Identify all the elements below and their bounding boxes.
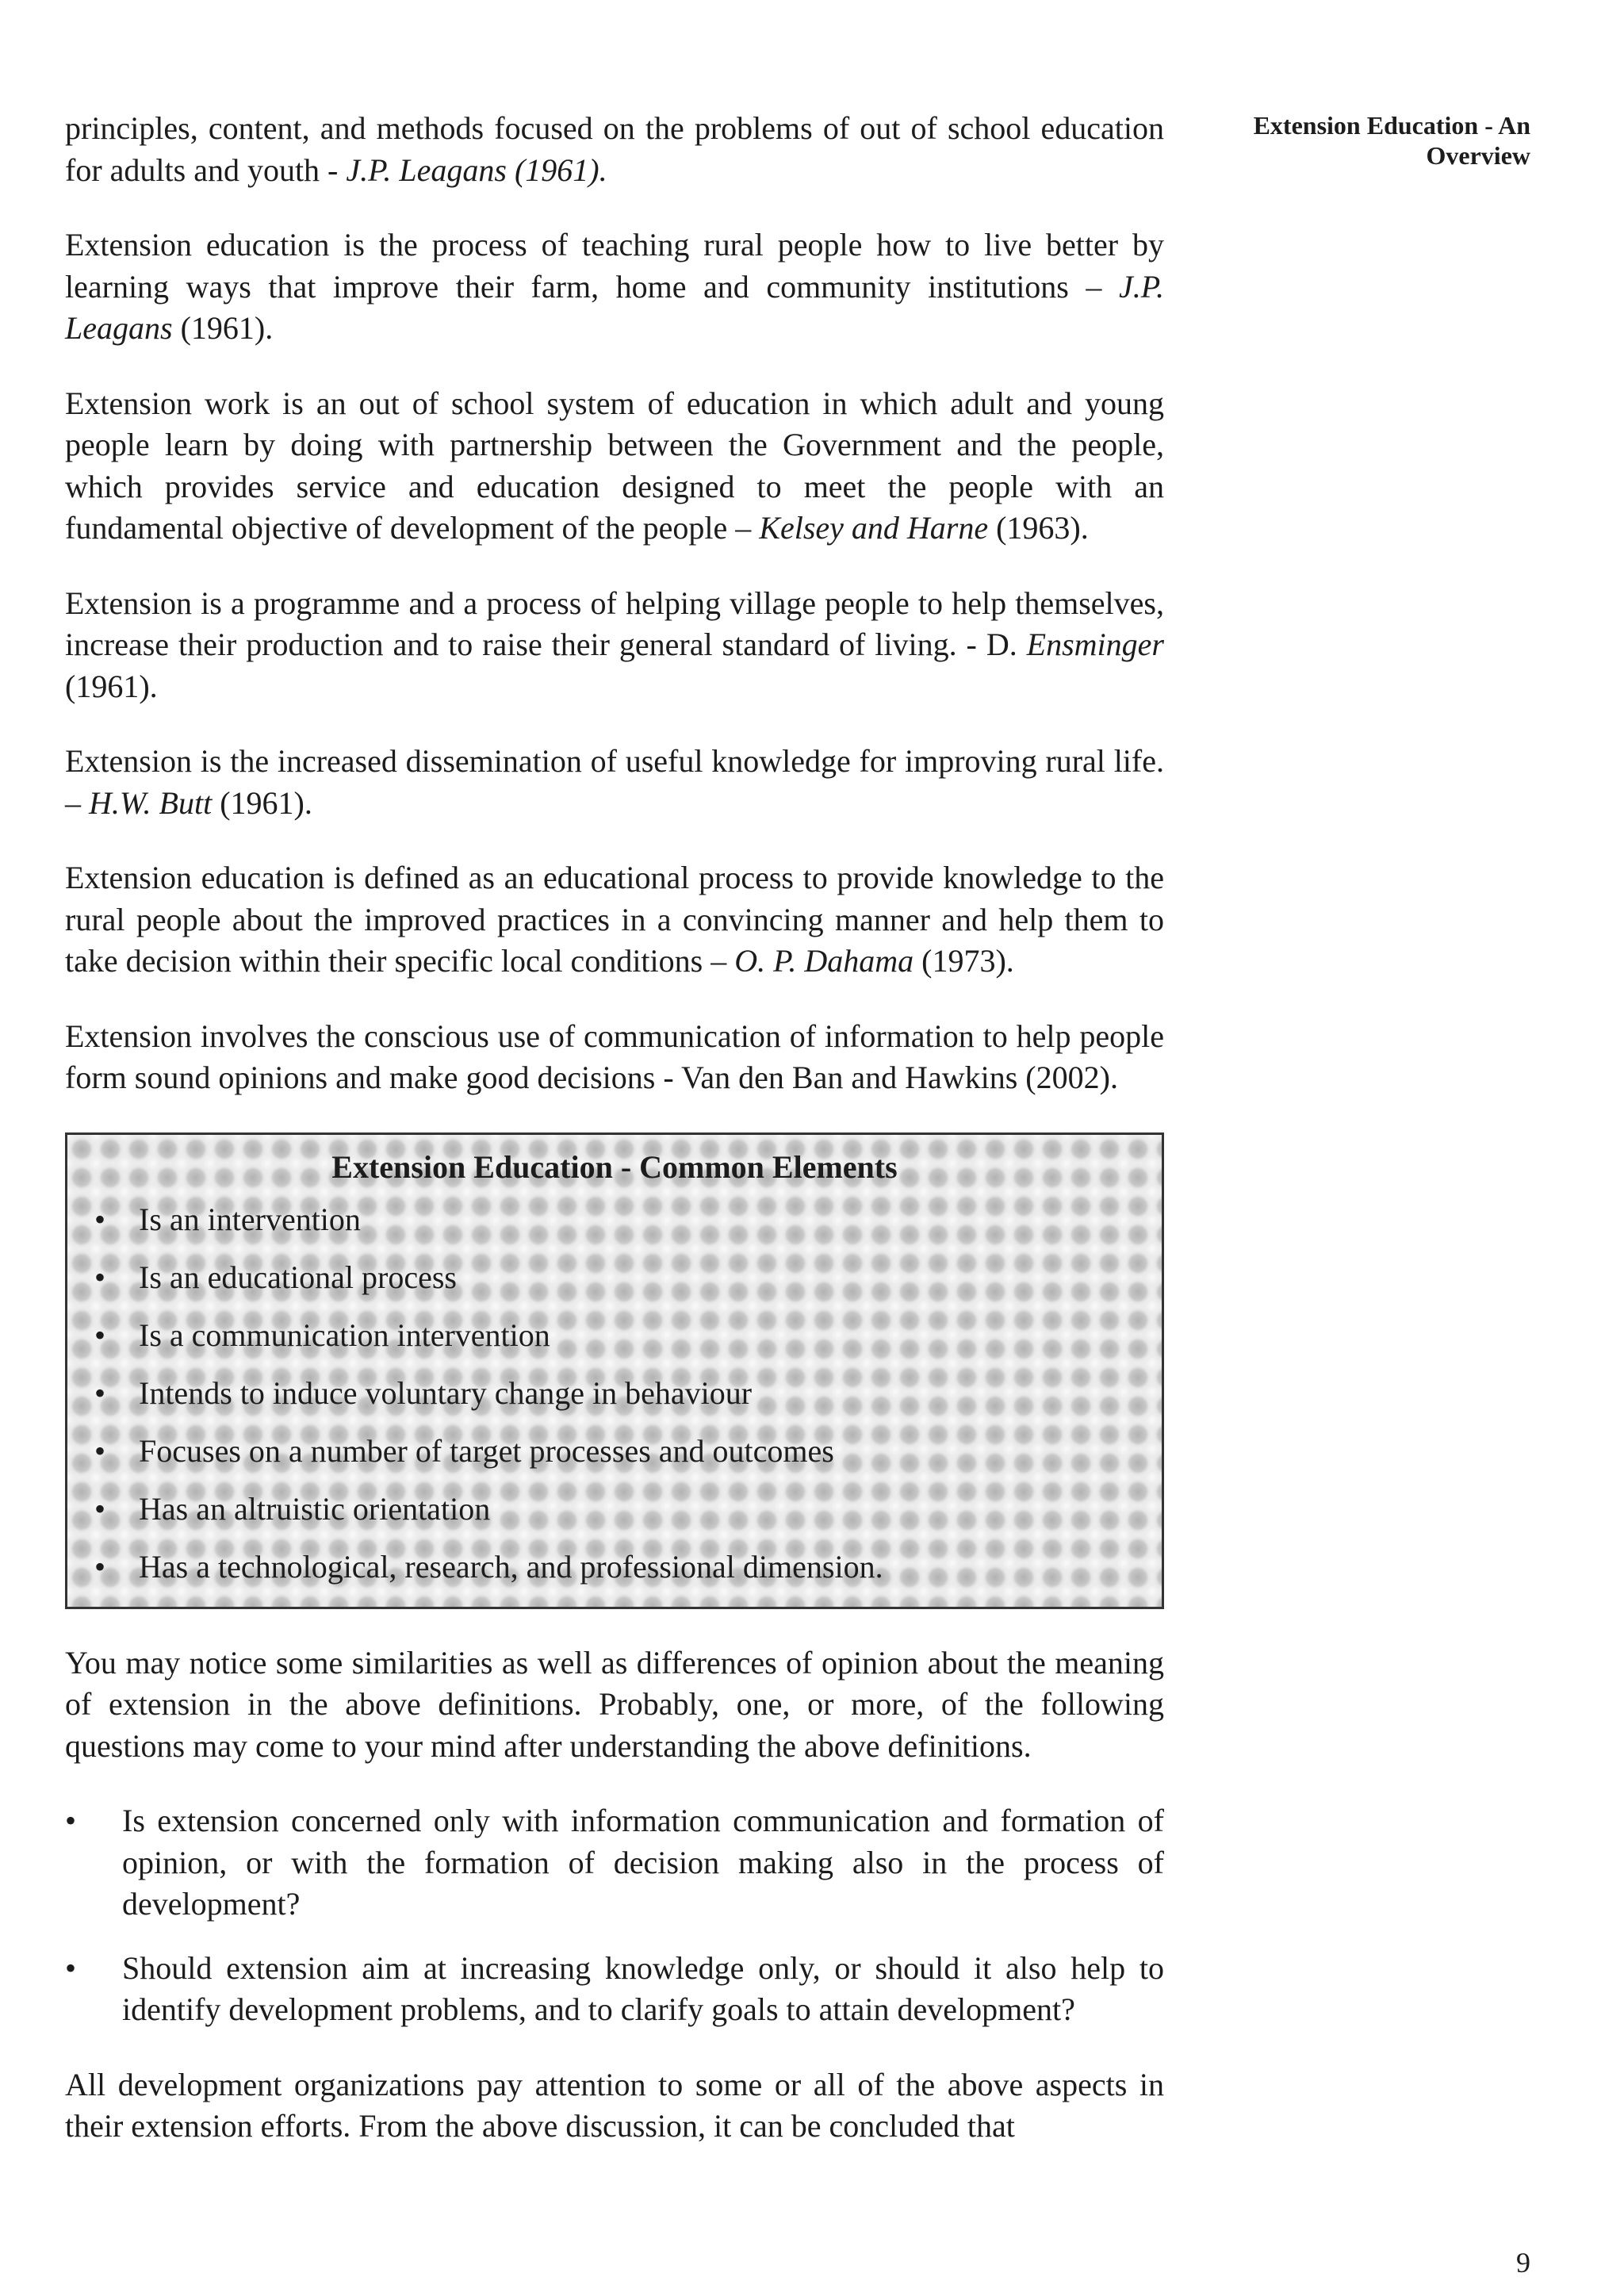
bullet-icon: • [65,1803,77,1838]
common-elements-list [83,1190,1146,1596]
definition-paragraph: Extension work is an out of school system of education in which adult and young people learn by doing with partnership between the Government and the people, which provides service and education designed to meet the people with an fundamental objective of development of the people – Kelsey and Harne (1963). [65,385,1164,546]
citation: J.P. Leagans (1961). [346,151,607,188]
section-header-line2: Overview [1426,141,1530,170]
section-header-line1: Extension Education - An [1253,111,1530,140]
definition-paragraph: Extension involves the conscious use of communication of information to help people form sound opinions and make good decisions - Van den Ban and Hawkins (2002). [65,1018,1164,1095]
list-item: • Is an intervention [83,1190,1146,1248]
bullet-icon: • [94,1490,106,1527]
discussion-paragraph: You may notice some similarities as well as differences of opinion about the meaning of extension in the above definitions. Probably, one, or more, of the following questions may come to your mind after understanding the above definitions. [65,1644,1164,1764]
citation: J.P. Leagans [65,268,1164,346]
common-elements-box [65,1133,1164,1609]
bullet-icon: • [94,1201,106,1237]
list-item: • Has a technological, research, and professional dimension. [83,1538,1146,1596]
list-item: • Is extension concerned only with information communication and formation of opinion, or with the formation of decision making also in the process of development? [65,1800,1164,1926]
definition-paragraph: Extension is the increased dissemination of useful knowledge for improving rural life. – H.W. Butt (1961). [65,743,1164,821]
page-number: 9 [1516,2247,1530,2278]
bullet-icon: • [94,1259,106,1295]
list-item: • Is an educational process [83,1248,1146,1306]
list-item: • Focuses on a number of target processes and outcomes [83,1422,1146,1480]
bullet-icon: • [94,1316,106,1353]
citation: Ensminger [1026,627,1164,662]
citation: O. P. Dahama [734,943,914,979]
section-header [1182,110,1530,171]
bullet-icon: • [94,1432,106,1469]
bullet-icon: • [94,1374,106,1411]
citation: Kelsey and Harne [759,510,989,546]
citation: H.W. Butt [89,784,213,821]
definition-paragraph: Extension education is defined as an educational process to provide knowledge to the rural people about the improved practices in a convincing manner and help them to take decision within their specific local conditions – O. P. Dahama (1973). [65,860,1164,979]
closing-paragraph: All development organizations pay attention to some or all of the above aspects in their extension efforts. From the above discussion, it can be concluded that [65,2066,1164,2144]
question-list [65,1800,1164,2031]
list-item: • Should extension aim at increasing knowledge only, or should it also help to identify development problems, and to clarify goals to attain development? [65,1948,1164,2031]
definition-paragraph: Extension education is the process of teaching rural people how to live better by learning ways that improve their farm, home and community institutions – J.P. Leagans (1961). [65,227,1164,346]
list-item: • Is a communication intervention [83,1306,1146,1364]
list-item: • Has an altruistic orientation [83,1480,1146,1538]
main-text [65,108,1164,2181]
definition-paragraph: Extension is a programme and a process of helping village people to help themselves, increase their production and to raise their general standard of living. - D. Ensminger (1961). [65,584,1164,704]
box-title: Extension Education - Common Elements [331,1148,898,1185]
bullet-icon: • [65,1949,77,1986]
definition-paragraph: principles, content, and methods focused on the problems of out of school education for adults and youth - J.P. Leagans (1961). [65,110,1164,188]
list-item: • Intends to induce voluntary change in behaviour [83,1364,1146,1422]
bullet-icon: • [94,1548,106,1585]
